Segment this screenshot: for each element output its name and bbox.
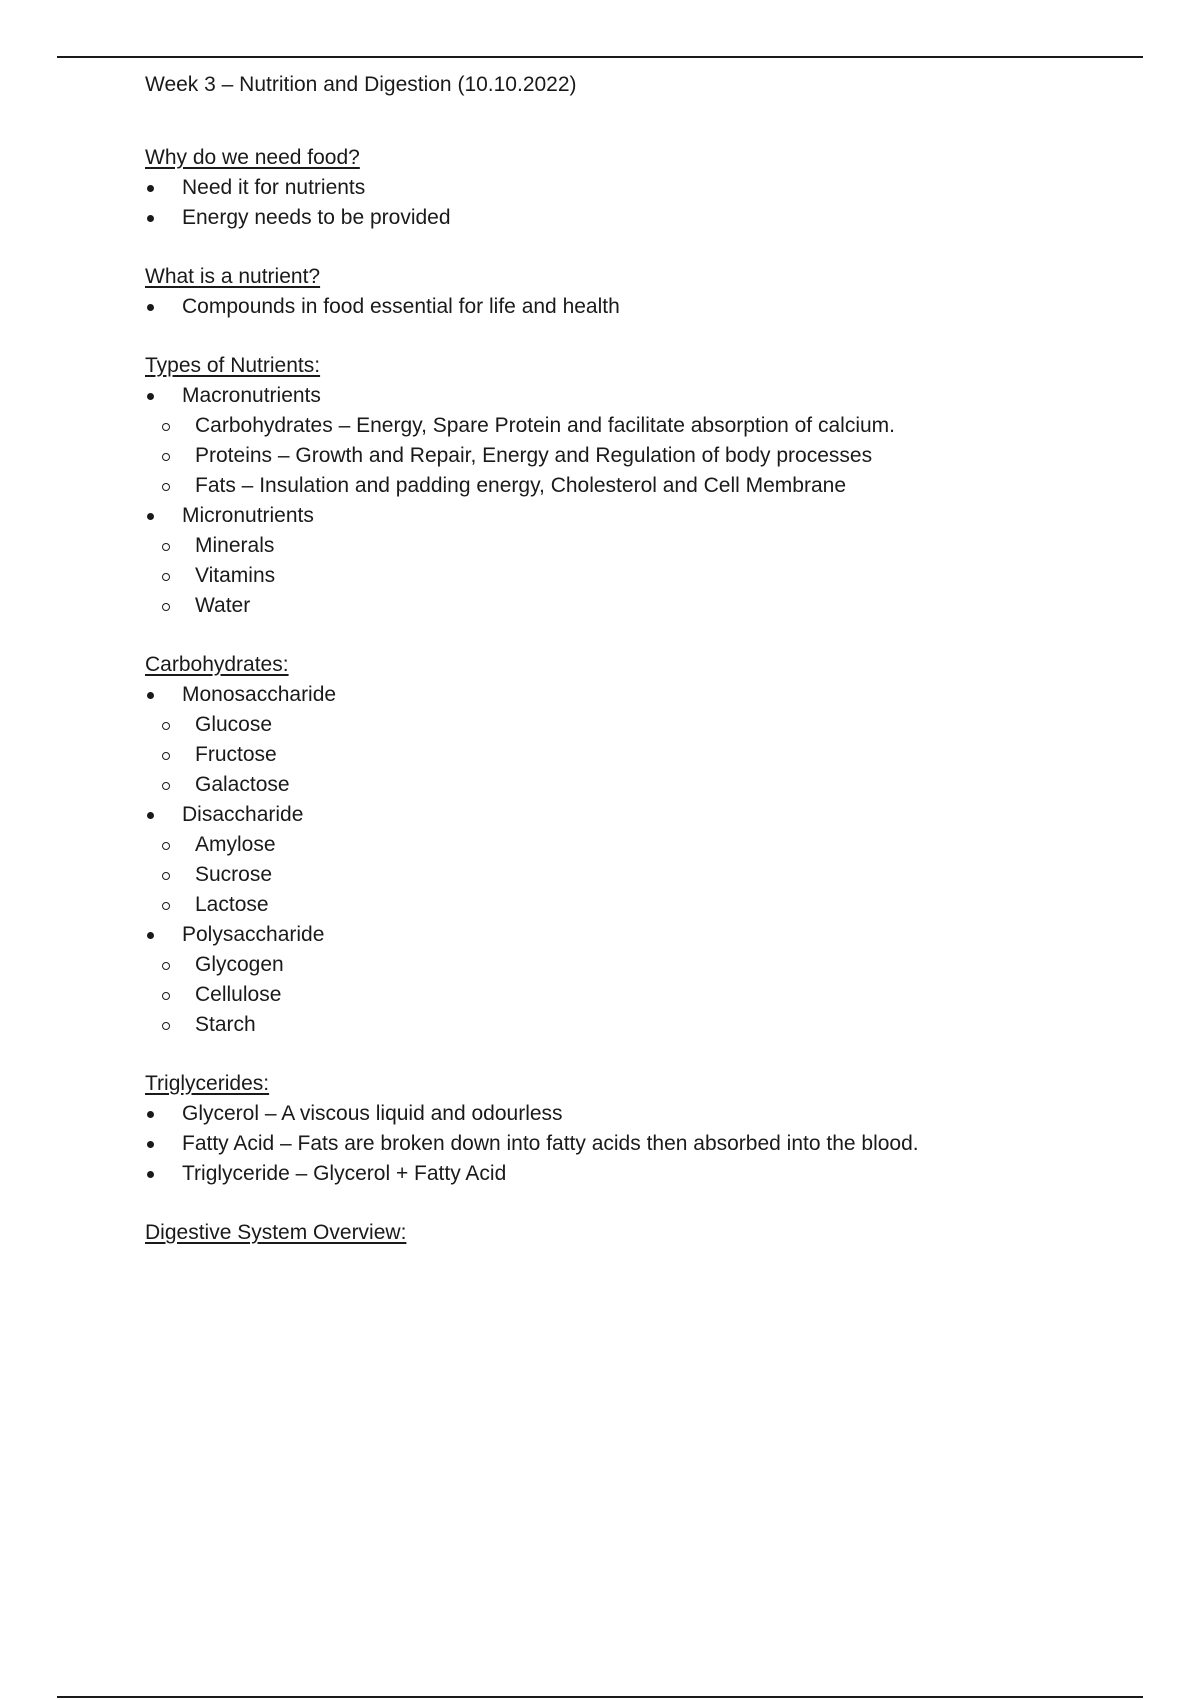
- sub-list-item: Amylose: [145, 830, 1145, 860]
- sub-list-item: Cellulose: [145, 980, 1145, 1010]
- section-heading: Triglycerides:: [145, 1072, 270, 1095]
- sub-list-item: Fats – Insulation and padding energy, Cholesterol and Cell Membrane: [145, 471, 1145, 501]
- bullet-list: [145, 173, 1145, 233]
- sub-list-item: Sucrose: [145, 860, 1145, 890]
- sub-list-item: Starch: [145, 1010, 1145, 1040]
- list-item: Compounds in food essential for life and health: [145, 292, 1145, 322]
- list-item: Macronutrients: [145, 381, 1145, 411]
- section-heading: Digestive System Overview:: [145, 1221, 407, 1244]
- list-item: Energy needs to be provided: [145, 203, 1145, 233]
- list-item: Polysaccharide: [145, 920, 1145, 950]
- sub-list-item: Lactose: [145, 890, 1145, 920]
- list-item: Need it for nutrients: [145, 173, 1145, 203]
- section-heading: Carbohydrates:: [145, 653, 289, 676]
- page-title: Week 3 – Nutrition and Digestion (10.10.2022): [145, 73, 577, 96]
- bullet-list: [145, 381, 1145, 621]
- document-body: [145, 70, 1145, 1277]
- section-heading: Types of Nutrients:: [145, 354, 321, 377]
- list-item: Fatty Acid – Fats are broken down into fatty acids then absorbed into the blood.: [145, 1129, 1145, 1159]
- sub-list-item: Water: [145, 591, 1145, 621]
- section: [145, 351, 1145, 621]
- sub-list-item: Carbohydrates – Energy, Spare Protein and facilitate absorption of calcium.: [145, 411, 1145, 441]
- bullet-list: [145, 292, 1145, 322]
- section-heading: Why do we need food?: [145, 146, 360, 169]
- section: [145, 1069, 1145, 1189]
- sub-list-item: Vitamins: [145, 561, 1145, 591]
- list-item: Disaccharide: [145, 800, 1145, 830]
- section: [145, 1218, 1145, 1248]
- sections-container: [145, 143, 1145, 1248]
- sub-list-item: Fructose: [145, 740, 1145, 770]
- list-item: Glycerol – A viscous liquid and odourless: [145, 1099, 1145, 1129]
- sub-list-item: Glucose: [145, 710, 1145, 740]
- list-item: Monosaccharide: [145, 680, 1145, 710]
- bottom-rule: [57, 1696, 1143, 1698]
- section-heading: What is a nutrient?: [145, 265, 321, 288]
- sub-list-item: Minerals: [145, 531, 1145, 561]
- bullet-list: [145, 1099, 1145, 1189]
- top-rule: [57, 56, 1143, 58]
- bullet-list: [145, 680, 1145, 1040]
- section: [145, 650, 1145, 1040]
- list-item: Triglyceride – Glycerol + Fatty Acid: [145, 1159, 1145, 1189]
- sub-list-item: Galactose: [145, 770, 1145, 800]
- sub-list-item: Proteins – Growth and Repair, Energy and Regulation of body processes: [145, 441, 1145, 471]
- sub-list-item: Glycogen: [145, 950, 1145, 980]
- section: [145, 143, 1145, 233]
- list-item: Micronutrients: [145, 501, 1145, 531]
- section: [145, 262, 1145, 322]
